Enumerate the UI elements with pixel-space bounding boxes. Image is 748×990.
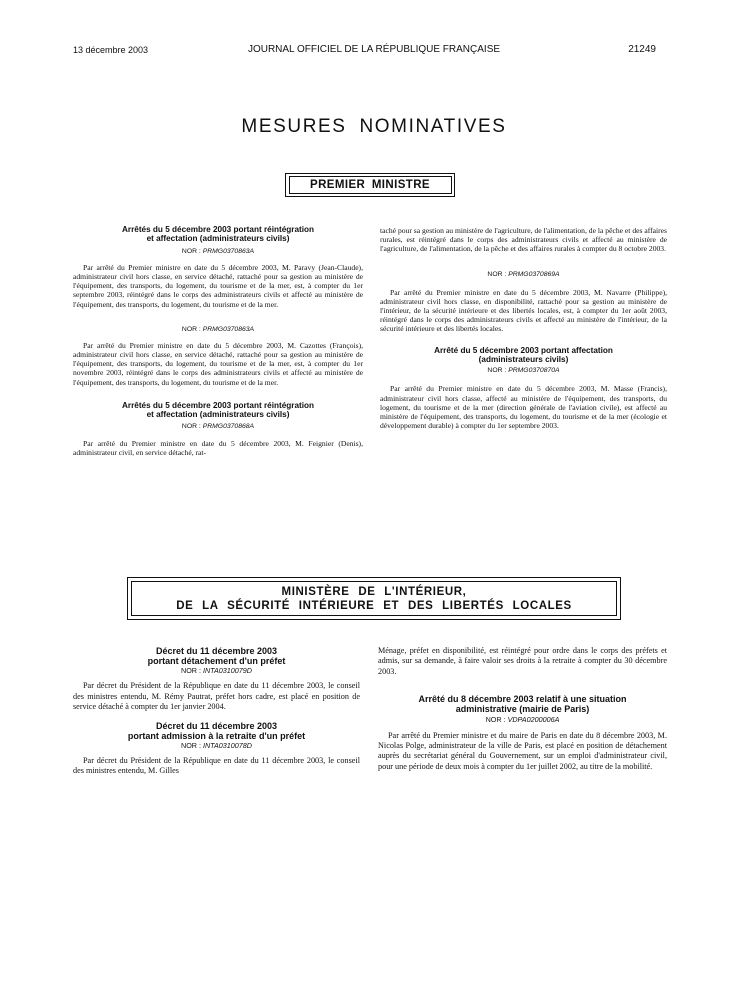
nor-reference: NOR : VDPA0200006A (485, 714, 560, 724)
section-box-ministere-interieur (127, 577, 621, 620)
section-title-ministere-interieur (131, 581, 617, 616)
page-title: MESURES NOMINATIVES (241, 116, 507, 137)
paragraph: Par arrêté du Premier ministre en date du 5 décembre 2003, M. Navarre (Philippe), administrateur civil hors classe, en disponibilité, rattaché pour sa gestion au ministère de l'intérieur, de la sécurité intérieure et des libertés locales, est, à compter du 1er août 2003, réintégré dans le corps des administrateurs civils et affecté au ministère de l'intérieur, de la sécurité intérieure et des libertés locales. (380, 287, 667, 334)
article-title-line: Arrêté du 8 décembre 2003 relatif à une situation (418, 694, 627, 705)
nor-reference: NOR : PRMG0370869A (487, 270, 560, 278)
article-title-line: Arrêtés du 5 décembre 2003 portant réintégration (121, 225, 314, 234)
nor-reference: NOR : PRMG0370870A (487, 367, 560, 375)
nor-reference: NOR : PRMG0370863A (181, 325, 255, 333)
paragraph: Par arrêté du Premier ministre en date du 5 décembre 2003, M. Feignier (Denis), administrateur civil, en service détaché, rat- (73, 438, 363, 457)
section-title-line: MINISTÈRE DE L'INTÉRIEUR, (281, 585, 467, 598)
article-title-line: et affectation (administrateurs civils) (146, 234, 290, 244)
section2-right-column (378, 646, 667, 772)
paragraph: Par décret du Président de la République en date du 11 décembre 2003, le conseil des ministres entendu, M. Rémy Pautrat, préfet hors cadre, est placé en position de service détaché à compter du 1er janvier 2004. (73, 681, 360, 712)
article-title-line: Décret du 11 décembre 2003 (155, 646, 278, 656)
header-journal-title: JOURNAL OFFICIEL DE LA RÉPUBLIQUE FRANÇAISE (247, 44, 501, 55)
nor-reference: NOR : PRMG0370868A (181, 422, 255, 430)
header-date: 13 décembre 2003 (73, 45, 149, 55)
nor-reference: NOR : PRMG0370863A (181, 247, 255, 255)
section2-left-column (73, 646, 360, 777)
article-title-line: portant admission à la retraite d'un préfet (127, 730, 306, 741)
header-page-number: 21249 (628, 44, 656, 55)
article-title-line: Arrêté du 5 décembre 2003 portant affectation (434, 345, 613, 355)
section1-right-column (380, 226, 667, 430)
paragraph: Par arrêté du Premier ministre et du maire de Paris en date du 8 décembre 2003, M. Nicolas Polge, administrateur de la ville de Paris, est placé en position de détachement auprès du secrétariat général du Gouvernement, sur un emploi d'administrateur civil, pour une période de deux mois à compter du 1er juillet 2002, au titre de la mobilité. (378, 730, 667, 771)
article-title-line: administrative (mairie de Paris) (455, 704, 590, 715)
article-title-line: et affectation (administrateurs civils) (146, 410, 290, 420)
section1-left-column (73, 225, 363, 457)
article-title-line: portant détachement d'un préfet (147, 656, 286, 667)
article-title-line: Décret du 11 décembre 2003 (155, 720, 278, 731)
paragraph: taché pour sa gestion au ministère de l'agriculture, de l'alimentation, de la pêche et des affaires rurales, est réintégré dans le corps des administrateurs civils et affecté au ministère de l'agriculture, de l'alimentation, de la pêche et des affaires rurales à compter du 8 octobre 2003. (380, 226, 667, 254)
paragraph: Par arrêté du Premier ministre en date du 5 décembre 2003, M. Masse (Francis), administrateur civil hors classe, affecté au ministère de l'équipement, des transports, du logement, du tourisme et de la mer (direction générale de l'aviation civile), est affecté au ministère de l'équipement, des transports, du logement, du tourisme et de la mer (écologie et développement durable) à compter du 1er septembre 2003. (380, 384, 667, 431)
section-box-premier-ministre (285, 173, 455, 197)
paragraph: Par arrêté du Premier ministre en date du 5 décembre 2003, M. Cazottes (François), administrateur civil hors classe, en service détaché, rattaché pour sa gestion au ministère de l'équipement, des transports, du logement, du tourisme et de la mer, est, à compter du 1er novembre 2003, réintégré dans le corps des administrateurs civils et affecté au ministère de l'équipement, des transports, du logement, du tourisme et de la mer. (73, 340, 363, 387)
nor-reference: NOR : INTA0310078D (181, 741, 252, 751)
nor-reference: NOR : INTA0310079D (181, 666, 252, 676)
paragraph: Par décret du Président de la République en date du 11 décembre 2003, le conseil des ministres entendu, M. Gilles (73, 756, 360, 776)
section-title-line: DE LA SÉCURITÉ INTÉRIEURE ET DES LIBERTÉS LOCALES (176, 599, 572, 612)
paragraph: Ménage, préfet en disponibilité, est réintégré pour ordre dans le corps des préfets et admis, sur sa demande, à faire valoir ses droits à la retraite à compter du 30 décembre 2003. (378, 646, 667, 676)
article-title-line: Arrêtés du 5 décembre 2003 portant réintégration (121, 400, 314, 410)
section-title-premier-ministre: PREMIER MINISTRE (289, 176, 452, 194)
paragraph: Par arrêté du Premier ministre en date du 5 décembre 2003, M. Paravy (Jean-Claude), administrateur civil hors classe, en service détaché, rattaché pour sa gestion au ministère de l'équipement, des transports, du logement, du tourisme et de la mer, est, à compter du 1er septembre 2003, réintégré dans le corps des administrateurs civils et affecté au ministère de l'équipement, des transports, du logement, du tourisme et de la mer. (73, 262, 363, 309)
article-title-line: (administrateurs civils) (478, 355, 569, 365)
